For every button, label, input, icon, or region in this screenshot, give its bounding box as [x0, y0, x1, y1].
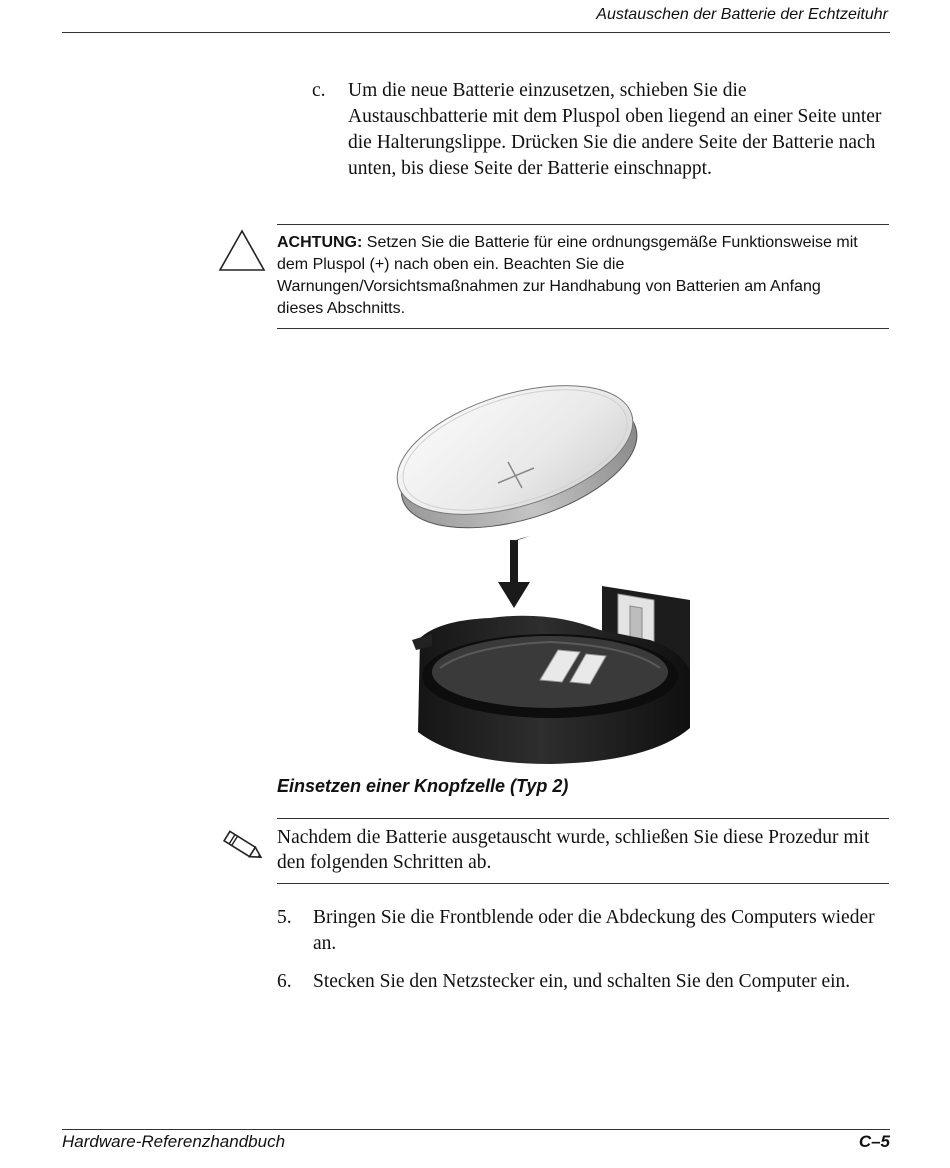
steps-list: [277, 905, 897, 1007]
step-text: Bringen Sie die Frontblende oder die Abdeckung des Computers wieder an.: [313, 907, 875, 954]
list-item: [277, 905, 897, 957]
down-arrow: [498, 536, 530, 608]
caution-rule-top: [277, 224, 889, 225]
caution-box: [277, 232, 867, 320]
page-number: C–5: [858, 1132, 890, 1151]
step-c-text: Um die neue Batterie einzusetzen, schieben Sie die Austauschbatterie mit dem Pluspol oben liegend an einer Seite unter die Halterungslippe. Drücken Sie die andere Seite der Batterie nach unten, bis diese Seite der Batterie einschnappt.: [348, 80, 882, 179]
footer-rule: [62, 1129, 890, 1130]
note-text: Nachdem die Batterie ausgetauscht wurde, schließen Sie diese Prozedur mit den folgenden Schritten ab.: [277, 827, 870, 873]
step-c: [312, 78, 882, 182]
pencil-note-icon: [218, 826, 266, 866]
footer-title: Hardware-Referenzhandbuch: [62, 1132, 286, 1151]
list-item: [277, 969, 897, 995]
battery-illustration: [350, 350, 800, 775]
caution-rule-bottom: [277, 328, 889, 329]
figure-caption: Einsetzen einer Knopfzelle (Typ 2): [277, 776, 569, 796]
step-text: Stecken Sie den Netzstecker ein, und schalten Sie den Computer ein.: [313, 971, 851, 992]
header-rule: [62, 32, 890, 33]
running-header: Austauschen der Batterie der Echtzeituhr: [596, 6, 888, 23]
step-number: 5.: [277, 907, 292, 928]
caution-text: Setzen Sie die Batterie für eine ordnungsgemäße Funktionsweise mit dem Pluspol (+) nach oben ein. Beachten Sie die Warnungen/Vorsichtsmaßnahmen zur Handhabung von Batterien am Anfang dieses Abschnitts.: [277, 234, 858, 317]
step-number: 6.: [277, 971, 292, 992]
coin-battery: [382, 361, 652, 553]
warning-triangle-icon: [218, 229, 266, 273]
caution-label: ACHTUNG:: [277, 234, 363, 251]
note-rule-bottom: [277, 883, 889, 884]
step-c-marker: c.: [312, 80, 326, 101]
note-rule-top: [277, 818, 889, 819]
